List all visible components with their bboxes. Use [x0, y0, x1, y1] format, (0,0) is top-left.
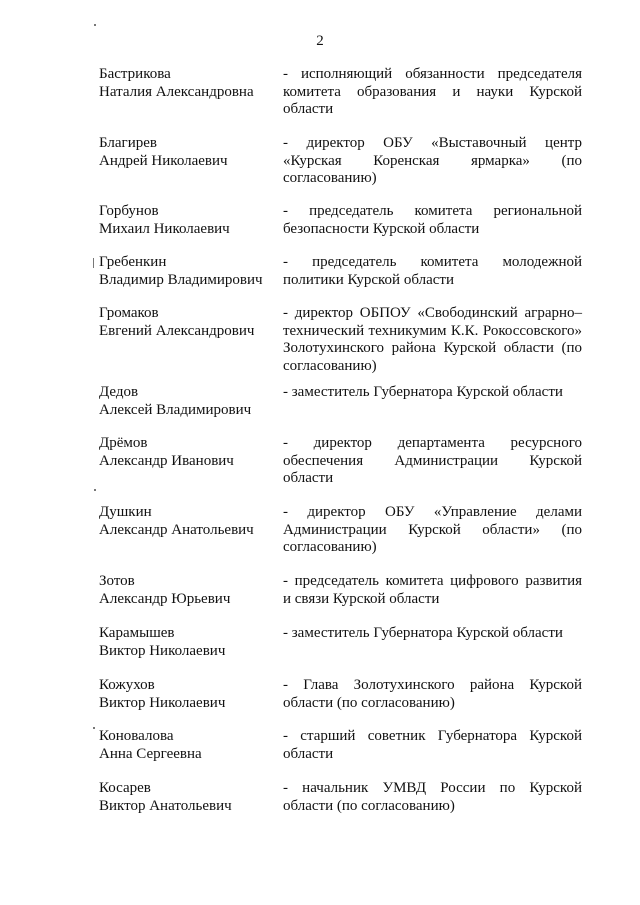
- position-line: - председатель комитета региональной: [283, 203, 582, 219]
- position-line: - председатель комитета цифрового развития: [283, 573, 582, 589]
- position-line: - Глава Золотухинского района Курской: [283, 677, 582, 693]
- position-line: области: [283, 470, 334, 486]
- person-given-names: Анна Сергеевна: [99, 745, 202, 762]
- person-position: [283, 780, 582, 815]
- person-surname: Косарев: [99, 780, 151, 796]
- person-given-names: Михаил Николаевич: [99, 220, 230, 237]
- person-surname: Благирев: [99, 135, 157, 151]
- person-position: [283, 384, 582, 402]
- position-line: - директор ОБПОУ «Свободинский аграрно–: [283, 305, 582, 321]
- person-surname: Коновалова: [99, 728, 174, 744]
- person-given-names: Виктор Николаевич: [99, 694, 226, 711]
- position-line: и связи Курской области: [283, 590, 440, 607]
- person-position: [283, 573, 582, 608]
- person-position: [283, 254, 582, 289]
- person-name: [99, 135, 277, 170]
- scan-speck: [93, 258, 94, 268]
- scan-speck: [94, 24, 96, 26]
- person-position: [283, 66, 582, 119]
- position-line: Золотухинского района Курской области (по: [283, 340, 582, 356]
- position-line: - директор ОБУ «Выставочный центр: [283, 135, 582, 151]
- person-given-names: Алексей Владимирович: [99, 401, 252, 418]
- person-name: [99, 203, 277, 238]
- person-surname: Кожухов: [99, 677, 155, 693]
- person-name: [99, 254, 277, 289]
- person-position: [283, 305, 582, 375]
- position-line: безопасности Курской области: [283, 220, 480, 237]
- position-line: - заместитель Губернатора Курской области: [283, 384, 563, 400]
- person-given-names: Владимир Владимирович: [99, 271, 263, 288]
- scan-speck: [94, 489, 96, 491]
- position-line: согласованию): [283, 539, 377, 555]
- position-line: - председатель комитета молодежной: [283, 254, 582, 270]
- person-position: [283, 625, 582, 643]
- person-name: [99, 780, 277, 815]
- position-line: области (по согласованию): [283, 797, 455, 814]
- person-name: [99, 573, 277, 608]
- person-given-names: Александр Иванович: [99, 452, 234, 469]
- person-given-names: Андрей Николаевич: [99, 152, 228, 169]
- position-line: - начальник УМВД России по Курской: [283, 780, 582, 796]
- person-given-names: Александр Юрьевич: [99, 590, 231, 607]
- position-line: - старший советник Губернатора Курской: [283, 728, 582, 744]
- person-surname: Гребенкин: [99, 254, 167, 270]
- person-position: [283, 677, 582, 712]
- position-line: обеспечения Администрации Курской: [283, 452, 582, 469]
- position-line: области (по согласованию): [283, 694, 455, 711]
- person-position: [283, 435, 582, 488]
- person-given-names: Виктор Анатольевич: [99, 797, 232, 814]
- person-name: [99, 305, 277, 340]
- person-surname: Громаков: [99, 305, 159, 321]
- person-surname: Дрёмов: [99, 435, 148, 451]
- position-line: - директор департамента ресурсного: [283, 435, 582, 451]
- person-given-names: Александр Анатольевич: [99, 521, 254, 538]
- person-given-names: Наталия Александровна: [99, 83, 254, 100]
- person-given-names: Виктор Николаевич: [99, 642, 226, 659]
- person-surname: Карамышев: [99, 625, 175, 641]
- position-line: согласованию): [283, 357, 377, 374]
- position-line: Администрации Курской области» (по: [283, 521, 582, 538]
- scan-speck: [93, 727, 95, 729]
- page-number: 2: [316, 33, 324, 49]
- person-position: [283, 504, 582, 557]
- person-surname: Душкин: [99, 504, 152, 520]
- person-surname: Бастрикова: [99, 66, 171, 82]
- person-surname: Горбунов: [99, 203, 159, 219]
- position-line: области: [283, 745, 334, 762]
- position-line: - директор ОБУ «Управление делами: [283, 504, 582, 520]
- person-name: [99, 504, 277, 539]
- person-name: [99, 435, 277, 470]
- position-line: политики Курской области: [283, 271, 454, 288]
- position-line: - исполняющий обязанности председателя: [283, 66, 582, 82]
- person-surname: Зотов: [99, 573, 135, 589]
- position-line: технический техникумим К.К. Рокоссовского»: [283, 322, 582, 339]
- person-surname: Дедов: [99, 384, 139, 400]
- person-name: [99, 728, 277, 763]
- person-name: [99, 625, 277, 660]
- person-name: [99, 384, 277, 419]
- position-line: согласованию): [283, 170, 377, 186]
- position-line: области: [283, 101, 334, 117]
- person-name: [99, 677, 277, 712]
- position-line: комитета образования и науки Курской: [283, 83, 582, 100]
- position-line: «Курская Коренская ярмарка» (по: [283, 152, 582, 169]
- person-given-names: Евгений Александрович: [99, 322, 255, 339]
- person-position: [283, 135, 582, 188]
- person-name: [99, 66, 277, 101]
- position-line: - заместитель Губернатора Курской области: [283, 625, 563, 641]
- person-position: [283, 203, 582, 238]
- person-position: [283, 728, 582, 763]
